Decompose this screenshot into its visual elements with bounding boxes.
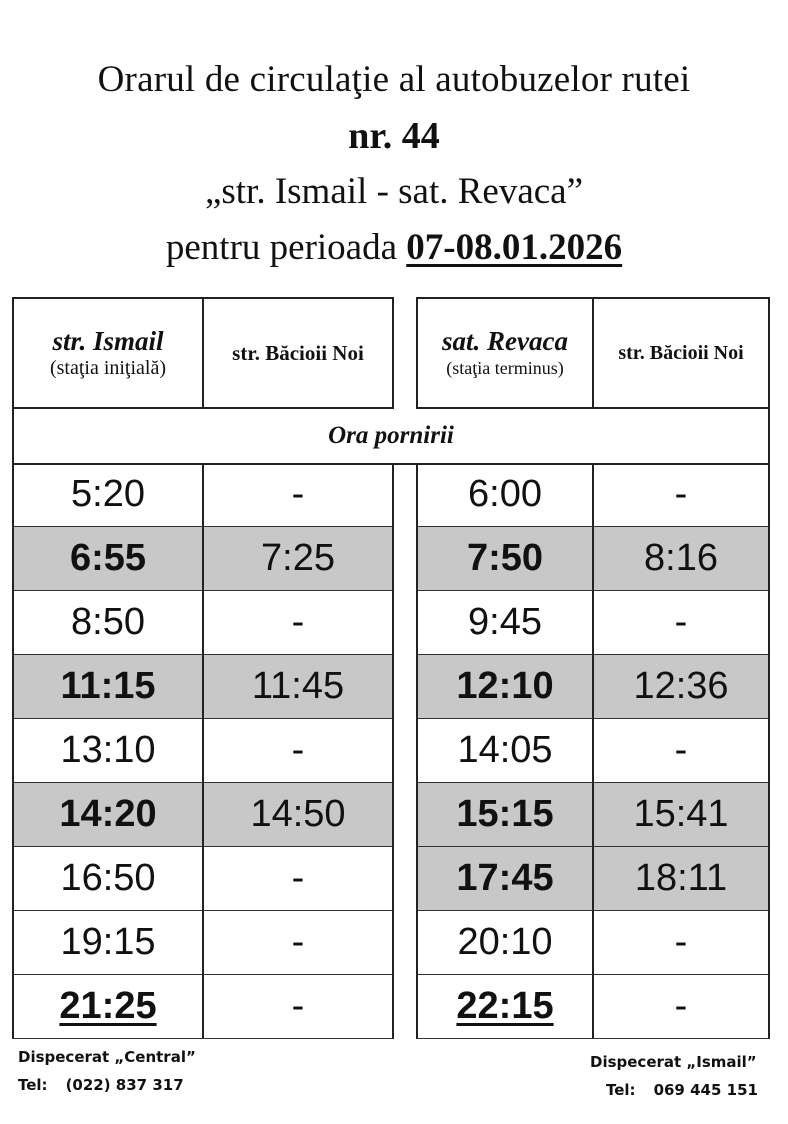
via-time: 15:41 (592, 783, 770, 847)
dep-time: 13:10 (12, 719, 202, 783)
table-row (416, 911, 770, 975)
dep-time: 8:50 (12, 591, 202, 655)
tel-number: 069 445 151 (653, 1081, 758, 1099)
dispatch-phone (18, 1071, 196, 1099)
table-row (416, 847, 770, 911)
tel-number: (022) 837 317 (65, 1076, 184, 1094)
tel-label: Tel: (18, 1076, 48, 1094)
right-start-note: (staţia terminus) (446, 358, 564, 378)
departure-subheader: Ora pornirii (12, 409, 770, 465)
dep-time (416, 975, 592, 1039)
header-left-mid-stop (202, 297, 394, 409)
left-start-name: str. Ismail (52, 326, 164, 356)
left-mid-name: str. Băcioii Noi (232, 340, 364, 365)
footer-dispatch-central (18, 1043, 196, 1099)
table-row (416, 591, 770, 655)
dep-time (12, 975, 202, 1039)
dep-time: 14:05 (416, 719, 592, 783)
period-prefix: pentru perioada (165, 227, 407, 268)
table-row (12, 655, 394, 719)
dep-time: 14:20 (12, 783, 202, 847)
footer-dispatch-ismail (590, 1048, 758, 1104)
table-row (416, 975, 770, 1039)
dep-time: 20:10 (416, 911, 592, 975)
table-row (416, 655, 770, 719)
table-row (416, 719, 770, 783)
via-time: 7:25 (202, 527, 394, 591)
dep-time: 6:00 (416, 463, 592, 527)
table-row (12, 847, 394, 911)
via-time: 14:50 (202, 783, 394, 847)
dep-time: 9:45 (416, 591, 592, 655)
via-time: 8:16 (592, 527, 770, 591)
via-time: - (202, 975, 394, 1039)
via-time: - (202, 847, 394, 911)
via-time: - (592, 719, 770, 783)
timetable (12, 297, 770, 1039)
period-dates: 07-08.01.2026 (406, 227, 623, 268)
period-line (0, 220, 788, 276)
via-time: - (592, 911, 770, 975)
dispatch-name: Dispecerat „Ismail” (590, 1053, 757, 1071)
table-row (416, 463, 770, 527)
dep-time: 6:55 (12, 527, 202, 591)
table-row (12, 783, 394, 847)
dep-time: 15:15 (416, 783, 592, 847)
dep-time: 16:50 (12, 847, 202, 911)
tel-label: Tel: (606, 1081, 636, 1099)
header-right-mid-stop (592, 297, 770, 409)
via-time: - (202, 719, 394, 783)
via-time: - (592, 591, 770, 655)
via-time: 11:45 (202, 655, 394, 719)
table-row (416, 783, 770, 847)
title-line: Orarul de circulaţie al autobuzelor rutei (97, 59, 691, 100)
schedule-title (0, 52, 788, 276)
route-name: „str. Ismail - sat. Revaca” (204, 171, 584, 212)
last-departure: 21:25 (59, 985, 157, 1027)
dep-time: 11:15 (12, 655, 202, 719)
header-left-start-stop (12, 297, 204, 409)
table-row (12, 975, 394, 1039)
right-start-name: sat. Revaca (442, 326, 568, 356)
last-departure: 22:15 (456, 985, 554, 1027)
header-right-start-stop (416, 297, 594, 409)
dep-time: 12:10 (416, 655, 592, 719)
route-number: nr. 44 (348, 115, 440, 157)
via-time: 18:11 (592, 847, 770, 911)
table-row (416, 527, 770, 591)
left-start-note: (staţia iniţială) (49, 357, 167, 379)
via-time: - (592, 463, 770, 527)
via-time: - (202, 911, 394, 975)
table-row (12, 527, 394, 591)
dispatch-phone (590, 1076, 758, 1104)
dep-time: 17:45 (416, 847, 592, 911)
table-row (12, 591, 394, 655)
via-time: - (592, 975, 770, 1039)
table-header (12, 297, 770, 411)
dep-time: 7:50 (416, 527, 592, 591)
via-time: - (202, 463, 394, 527)
table-row (12, 719, 394, 783)
dispatch-name: Dispecerat „Central” (18, 1048, 196, 1066)
via-time: - (202, 591, 394, 655)
table-row (12, 911, 394, 975)
right-mid-name: str. Băcioii Noi (618, 341, 744, 364)
dep-time: 5:20 (12, 463, 202, 527)
via-time: 12:36 (592, 655, 770, 719)
dep-time: 19:15 (12, 911, 202, 975)
table-row (12, 463, 394, 527)
